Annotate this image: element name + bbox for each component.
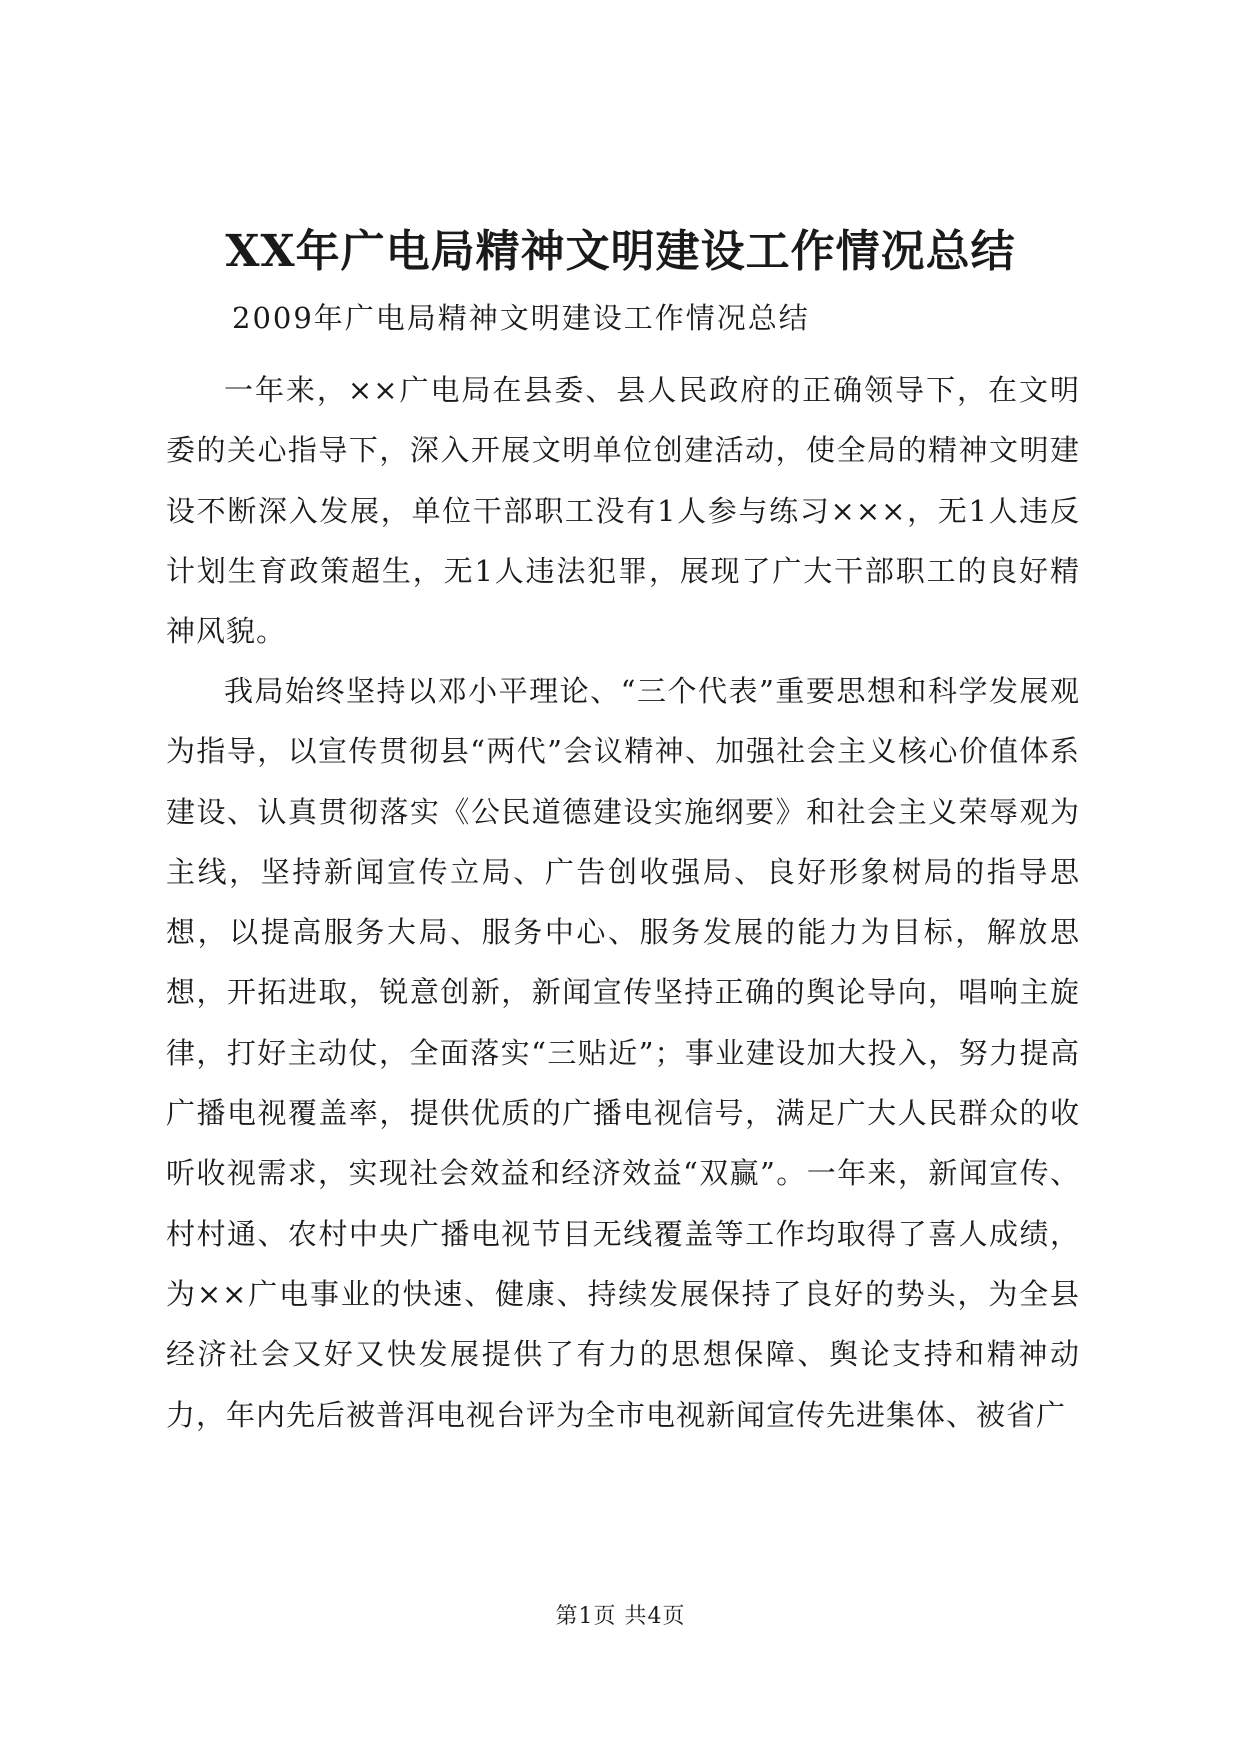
document-subtitle: 2009年广电局精神文明建设工作情况总结 [232, 301, 810, 335]
body-paragraph: 一年来，××广电局在县委、县人民政府的正确领导下，在文明委的关心指导下，深入开展文明单位创建活动，使全局的精神文明建设不断深入发展，单位干部职工没有1人参与练习×××，无1人违反计划生育政策超生，无1人违法犯罪，展现了广大干部职工的良好精神风貌。 [166, 373, 1080, 649]
page-number-footer: 第1页 共4页 [555, 1604, 686, 1629]
document-title: XX年广电局精神文明建设工作情况总结 [225, 226, 1016, 277]
body-paragraph: 我局始终坚持以邓小平理论、“三个代表”重要思想和科学发展观为指导，以宣传贯彻县“两代”会议精神、加强社会主义核心价值体系建设、认真贯彻落实《公民道德建设实施纲要》和社会主义荣辱观为主线，坚持新闻宣传立局、广告创收强局、良好形象树局的指导思想，以提高服务大局、服务中心、服务发展的能力为目标，解放思想，开拓进取，锐意创新，新闻宣传坚持正确的舆论导向，唱响主旋律，打好主动仗，全面落实“三贴近”；事业建设加大投入，努力提高广播电视覆盖率，提供优质的广播电视信号，满足广大人民群众的收听收视需求，实现社会效益和经济效益“双赢”。一年来，新闻宣传、村村通、农村中央广播电视节目无线覆盖等工作均取得了喜人成绩，为××广电事业的快速、健康、持续发展保持了良好的势头，为全县经济社会又好又快发展提供了有力的思想保障、舆论支持和精神动力，年内先后被普洱电视台评为全市电视新闻宣传先进集体、被省广 [166, 674, 1080, 1432]
